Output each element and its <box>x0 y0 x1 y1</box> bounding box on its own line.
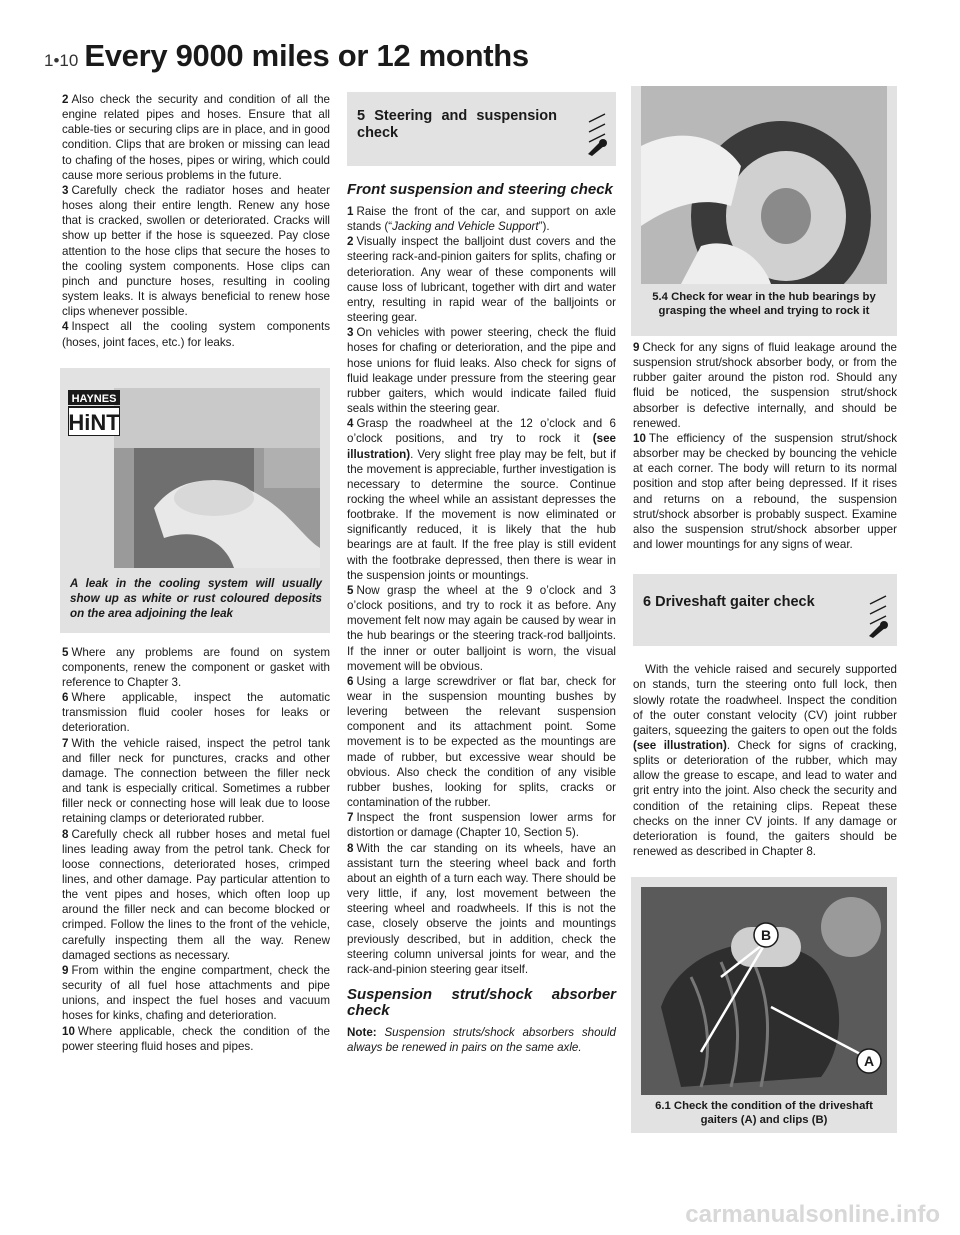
haynes-hint-logo <box>68 390 120 436</box>
paragraph: 4 Grasp the roadwheel at the 12 o’clock and 6 o’clock positions, and try to rock it (see illustration). Very slight free play may be felt, but if the movement is appreciable, further investigation is necessary to determine the source. Continue rocking the wheel while an assistant depresses the footbrake. If the movement is now eliminated or significantly reduced, it is likely that the hub bearings are at fault. If the free play is still evident with the footbrake depressed, then there is wear in the suspension joints or mountings. <box>347 417 616 582</box>
subheading-front-suspension: Front suspension and steering check <box>347 181 613 198</box>
paragraph: 6 Using a large screwdriver or flat bar, check for wear in the suspension mounting bushes by levering between the relevant suspension component and its attachment point. Some movement is to be expected as the mountings are made of rubber, but excessive wear should be obvious. Also check the condition of any visible rubber bushes, looking for splits, cracks or contamination of the rubber. <box>347 674 616 810</box>
page-title: Every 9000 miles or 12 months <box>84 38 529 73</box>
paragraph: 1 Raise the front of the car, and support on axle stands (“Jacking and Vehicle Support”). <box>347 205 616 234</box>
column-2 <box>347 92 616 1055</box>
page-number: 1•10 <box>44 51 79 70</box>
figure-5-4 <box>631 86 897 336</box>
paragraph: 7 With the vehicle raised, inspect the petrol tank and filler neck for punctures, cracks and other damage. The connection between the filler neck and tank is especially critical. Sometimes a rubber filler neck or connecting hose will leak due to loose retaining clamps or deteriorated rubber. <box>62 736 330 826</box>
hint-logo-top: HAYNES <box>71 392 117 405</box>
driveshaft-gaiter-photo <box>641 887 887 1095</box>
paragraph: 7 Inspect the front suspension lower arms for distortion or damage (Chapter 10, Section 5). <box>347 811 616 840</box>
difficulty-wrench-icon <box>586 112 608 156</box>
paragraph: 8 With the car standing on its wheels, have an assistant turn the steering wheel back and forth about an eighth of a turn each way. There should be very little, if any, lost movement between the steering wheel and roadwheels. If this is not the case, closely observe the joints and mountings previously described, but in addition, check the steering column universal joints for wear, and the rack-and-pinion steering gear itself. <box>347 841 616 976</box>
watermark: carmanualsonline.info <box>685 1201 940 1228</box>
column-1 <box>62 92 330 1054</box>
paragraph: 9 From within the engine compartment, check the security of all fuel hose attachments and pipe unions, and inspect the fuel hoses and vacuum hoses for kinks, chafing and deterioration. <box>62 963 330 1023</box>
cooling-hose-photo <box>114 388 320 568</box>
section-5-heading <box>347 92 616 166</box>
hub-bearing-photo <box>641 86 887 284</box>
paragraph: 5 Where any problems are found on system components, renew the component or gasket with reference to Chapter 3. <box>62 645 330 689</box>
paragraph: 6 Where applicable, inspect the automatic transmission fluid cooler hoses for leaks or deterioration. <box>62 691 330 735</box>
haynes-hint-box <box>60 368 330 633</box>
paragraph: 3 Carefully check the radiator hoses and heater hoses along their entire length. Renew any hose that is cracked, swollen or deteriorated. Cracks will show up better if the hose is squeezed. Pay close attention to the hose clips that secure the hoses to the cooling system components. Hose clips can pinch and puncture hoses, resulting in cooling system leaks. It is always beneficial to renew hose clips whenever possible. <box>62 183 330 319</box>
paragraph: 4 Inspect all the cooling system components (hoses, joint faces, etc.) for leaks. <box>62 320 330 349</box>
figure-caption: 6.1 Check the condition of the driveshaft gaiters (A) and clips (B) <box>655 1100 873 1127</box>
paragraph: 8 Carefully check all rubber hoses and metal fuel lines leading away from the petrol tank. Check for loose connections, deteriorated hoses, crimped lines, and other damage. Pay particular attention to the vent pipes and hoses, which often loop up around the filler neck and can become blocked or crimped. Follow the lines to the front of the vehicle, carefully inspecting them all the way. Renew damaged sections as necessary. <box>62 827 330 962</box>
paragraph: With the vehicle raised and securely supported on stands, turn the steering onto full lock, then slowly rotate the roadwheel. Inspect the condition of the outer constant velocity (CV) joint rubber gaiters, squeezing the gaiters to open out the folds (see illustration). Check for signs of cracking, splits or deterioration of the rubber, which may allow the grease to escape, and lead to water and grit entry into the joint. Also check the security and condition of the retaining clips. Repeat these checks on the inner CV joints. If any damage or deterioration is found, the gaiters should be renewed as described in Chapter 8. <box>633 663 897 859</box>
section-title: 5 Steering and suspension check <box>357 108 557 141</box>
paragraph: 2 Also check the security and condition of all the engine related pipes and hoses. Ensure that all cable-ties or securing clips are in place, and in good condition. Clips that are broken or missing can lead to chafing of the hoses, pipes or wiring, which could cause more serious problems in the future. <box>62 93 330 182</box>
label-a: A <box>863 1053 875 1070</box>
section-title: 6 Driveshaft gaiter check <box>643 594 815 611</box>
difficulty-wrench-icon <box>867 594 889 638</box>
subheading-strut-check: Suspension strut/shock absorber check <box>347 985 616 1019</box>
figure-caption: 5.4 Check for wear in the hub bearings by grasping the wheel and trying to rock it <box>652 291 876 317</box>
paragraph: 9 Check for any signs of fluid leakage around the suspension strut/shock absorber body, or from the rubber gaiter around the piston rod. Should any fluid be noticed, the suspension strut/shock absorber is defective internally, and should be renewed. <box>633 341 897 430</box>
paragraph: 3 On vehicles with power steering, check the fluid hoses for chafing or deterioration, and the pipe and hose unions for fluid leaks. Also check for signs of fluid leakage under pressure from the steering gear rubber gaiters, which would indicate failed fluid seals within the steering gear. <box>347 326 616 416</box>
section-6-heading <box>633 574 897 646</box>
note: Note: Suspension struts/shock absorbers should always be renewed in pairs on the same axle. <box>347 1025 616 1055</box>
paragraph: 2 Visually inspect the balljoint dust covers and the steering rack-and-pinion gaiters for splits, chafing or deterioration. Any wear of these components will cause loss of lubricant, together with dirt and water entry, resulting in rapid wear of the balljoints or steering gear. <box>347 235 616 325</box>
label-b: B <box>760 927 772 944</box>
figure-6-1 <box>631 877 897 1133</box>
paragraph: 5 Now grasp the wheel at the 9 o’clock and 3 o’clock positions, and try to rock it as before. Any movement felt now may again be caused by wear in the hub bearings or the steering track-rod balljoints. If the inner or outer balljoint is worn, the visual movement will be obvious. <box>347 583 616 673</box>
column-3 <box>633 92 897 1133</box>
paragraph: 10 Where applicable, check the condition of the power steering fluid hoses and pipes. <box>62 1024 330 1053</box>
hint-caption: A leak in the cooling system will usually show up as white or rust coloured deposits on the area adjoining the leak <box>70 576 322 620</box>
paragraph: 10 The efficiency of the suspension strut/shock absorber may be checked by bouncing the vehicle at each corner. The body will return to its normal position and stop after being depressed. If it rises and returns on a rebound, the suspension strut/shock absorber is probably suspect. Examine also the suspension strut/shock absorber upper and lower mountings for any signs of wear. <box>633 431 897 552</box>
hint-logo-main: HiNT <box>68 409 120 435</box>
page-header <box>44 38 529 78</box>
